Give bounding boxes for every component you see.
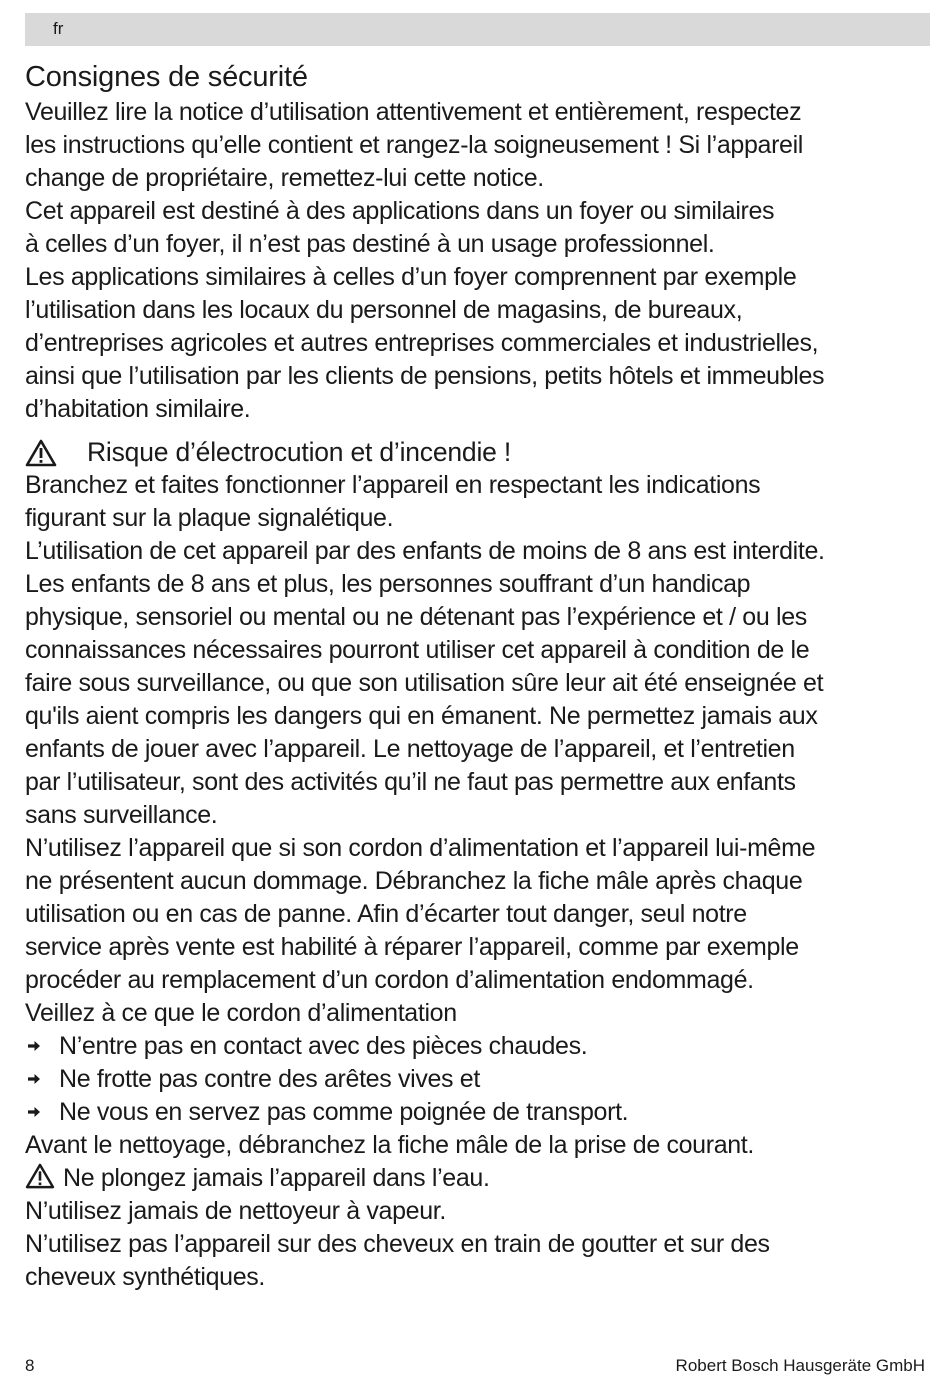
body-line: figurant sur la plaque signalétique.: [25, 504, 394, 532]
bullet-item: [25, 1030, 930, 1063]
body-line: faire sous surveillance, ou que son utilisation sûre leur ait été enseignée et: [25, 669, 824, 697]
bullet-text: N’entre pas en contact avec des pièces chaudes.: [59, 1032, 588, 1060]
body-line: N’utilisez l’appareil que si son cordon d’alimentation et l’appareil lui-même: [25, 834, 816, 862]
body-line: service après vente est habilité à réparer l’appareil, comme par exemple: [25, 933, 799, 961]
safety-instructions-section: [25, 58, 930, 1294]
intro-line: à celles d’un foyer, il n’est pas destiné à un usage professionnel.: [25, 230, 715, 258]
body-line: L’utilisation de cet appareil par des enfants de moins de 8 ans est interdite.: [25, 537, 825, 565]
body-line: enfants de jouer avec l’appareil. Le nettoyage de l’appareil, et l’entretien: [25, 735, 795, 763]
closing-line: Avant le nettoyage, débranchez la fiche mâle de la prise de courant.: [25, 1131, 754, 1159]
arrow-right-icon: [27, 1072, 41, 1086]
body-line: par l’utilisateur, sont des activités qu’il ne faut pas permettre aux enfants: [25, 768, 796, 796]
section-title: Consignes de sécurité: [25, 61, 308, 93]
body-line: physique, sensoriel ou mental ou ne détenant pas l’expérience et / ou les: [25, 603, 807, 631]
intro-line: les instructions qu’elle contient et rangez-la soigneusement ! Si l’appareil: [25, 131, 804, 159]
intro-line: l’utilisation dans les locaux du personnel de magasins, de bureaux,: [25, 296, 743, 324]
intro-line: d’entreprises agricoles et autres entreprises commerciales et industrielles,: [25, 329, 819, 357]
body-line: Branchez et faites fonctionner l’appareil en respectant les indications: [25, 471, 761, 499]
intro-line: ainsi que l’utilisation par les clients de pensions, petits hôtels et immeubles: [25, 362, 825, 390]
warning-triangle-icon: [25, 439, 57, 467]
body-line: connaissances nécessaires pourront utiliser cet appareil à condition de le: [25, 636, 810, 664]
body-paragraph: [25, 469, 930, 1294]
footer-company: Robert Bosch Hausgeräte GmbH: [675, 1356, 925, 1375]
arrow-right-icon: [27, 1105, 41, 1119]
bullet-text: Ne vous en servez pas comme poignée de transport.: [59, 1098, 629, 1126]
page-number: 8: [25, 1356, 35, 1375]
closing-warning-text: Ne plongez jamais l’appareil dans l’eau.: [63, 1164, 490, 1192]
closing-line: N’utilisez pas l’appareil sur des cheveux en train de goutter et sur des: [25, 1230, 770, 1258]
closing-line: cheveux synthétiques.: [25, 1263, 266, 1291]
body-line: procéder au remplacement d’un cordon d’alimentation endommagé.: [25, 966, 754, 994]
body-line: utilisation ou en cas de panne. Afin d’écarter tout danger, seul notre: [25, 900, 747, 928]
body-line: qu'ils aient compris les dangers qui en émanent. Ne permettez jamais aux: [25, 702, 818, 730]
closing-warning-line: [25, 1162, 930, 1195]
intro-paragraph: [25, 96, 930, 426]
language-header-bar: [25, 13, 930, 46]
bullet-text: Ne frotte pas contre des arêtes vives et: [59, 1065, 480, 1093]
body-line: Veillez à ce que le cordon d’alimentation: [25, 999, 457, 1027]
warning-heading: [25, 436, 930, 469]
closing-line: N’utilisez jamais de nettoyeur à vapeur.: [25, 1197, 446, 1225]
intro-line: Les applications similaires à celles d’un foyer comprennent par exemple: [25, 263, 797, 291]
body-line: ne présentent aucun dommage. Débranchez la fiche mâle après chaque: [25, 867, 803, 895]
intro-line: Veuillez lire la notice d’utilisation attentivement et entièrement, respectez: [25, 98, 802, 126]
warning-triangle-icon: [25, 1163, 55, 1189]
body-line: sans surveillance.: [25, 801, 218, 829]
intro-line: Cet appareil est destiné à des applications dans un foyer ou similaires: [25, 197, 775, 225]
intro-line: change de propriétaire, remettez-lui cette notice.: [25, 164, 544, 192]
body-line: Les enfants de 8 ans et plus, les personnes souffrant d’un handicap: [25, 570, 751, 598]
warning-heading-text: Risque d’électrocution et d’incendie !: [87, 437, 512, 467]
bullet-item: [25, 1063, 930, 1096]
bullet-item: [25, 1096, 930, 1129]
arrow-right-icon: [27, 1039, 41, 1053]
language-code: fr: [53, 19, 64, 38]
intro-line: d’habitation similaire.: [25, 395, 251, 423]
